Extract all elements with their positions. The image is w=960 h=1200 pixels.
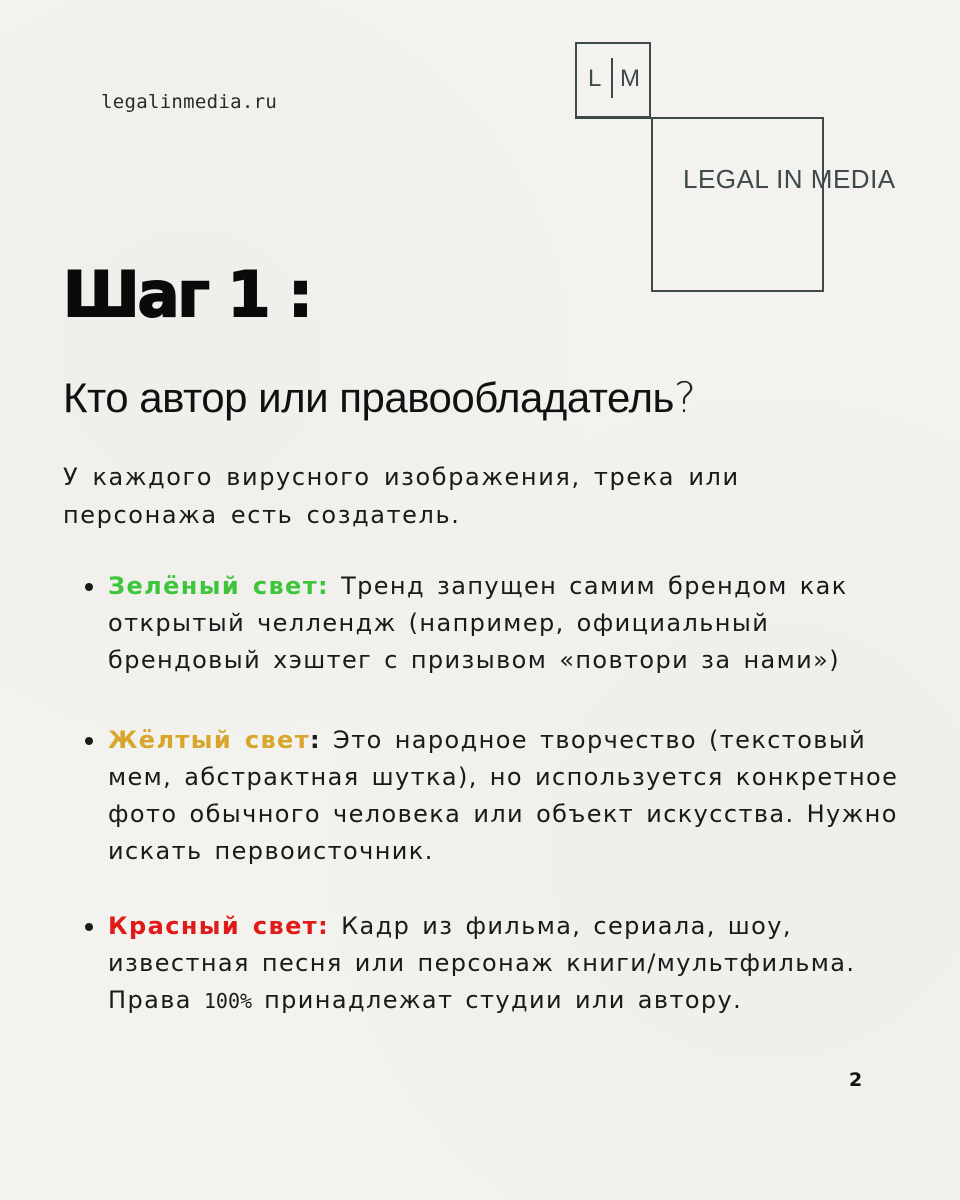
- logo-letter-m: M: [620, 65, 640, 92]
- green-light-text: Тренд запущен самим брендом как открытый челлендж (например, официальный брендовый хэштег с призывом «повтори за нами»): [108, 572, 848, 674]
- red-light-percent: 100%: [203, 989, 253, 1013]
- list-item-red: [108, 908, 928, 1020]
- yellow-light-label: Жёлтый свет: [108, 726, 311, 754]
- question-heading: [63, 370, 696, 426]
- logo-divider: [611, 58, 613, 98]
- site-url[interactable]: legalinmedia.ru: [101, 91, 278, 113]
- page-number: 2: [849, 1069, 863, 1091]
- red-light-label: Красный свет: [108, 912, 319, 940]
- bullet-dot-icon: [85, 923, 93, 931]
- logo-letter-l: L: [588, 65, 602, 92]
- bullet-dot-icon: [85, 737, 93, 745]
- green-light-label: Зелёный свет: [108, 572, 319, 600]
- list-item-yellow: [108, 722, 928, 870]
- question-text: Кто автор или правообладатель: [63, 374, 674, 421]
- step-title-text: Шаг 1 :: [63, 258, 311, 331]
- red-light-colon: :: [318, 912, 330, 940]
- step-title: [63, 255, 311, 335]
- question-mark: ?: [673, 373, 696, 422]
- yellow-light-text: Это народное творчество (текстовый мем, абстрактная шутка), но используется конкретное фото обычного человека или объект искусства. Нужно искать первоисточник.: [108, 726, 899, 865]
- logo-large-frame: [651, 118, 824, 292]
- green-light-colon: :: [318, 572, 330, 600]
- intro-paragraph: У каждого вирусного изображения, трека или персонажа есть создатель.: [63, 463, 740, 529]
- list-item-green: [108, 568, 928, 679]
- logo-wordmark: LEGAL IN MEDIA: [683, 164, 896, 194]
- red-light-text-before: Кадр из фильма, сериала, шоу, известная песня или персонаж книги/мультфильма. Права: [108, 912, 856, 1014]
- red-light-text-after: принадлежат студии или автору.: [252, 986, 743, 1014]
- yellow-light-colon: :: [310, 726, 322, 754]
- bullet-dot-icon: [85, 583, 93, 591]
